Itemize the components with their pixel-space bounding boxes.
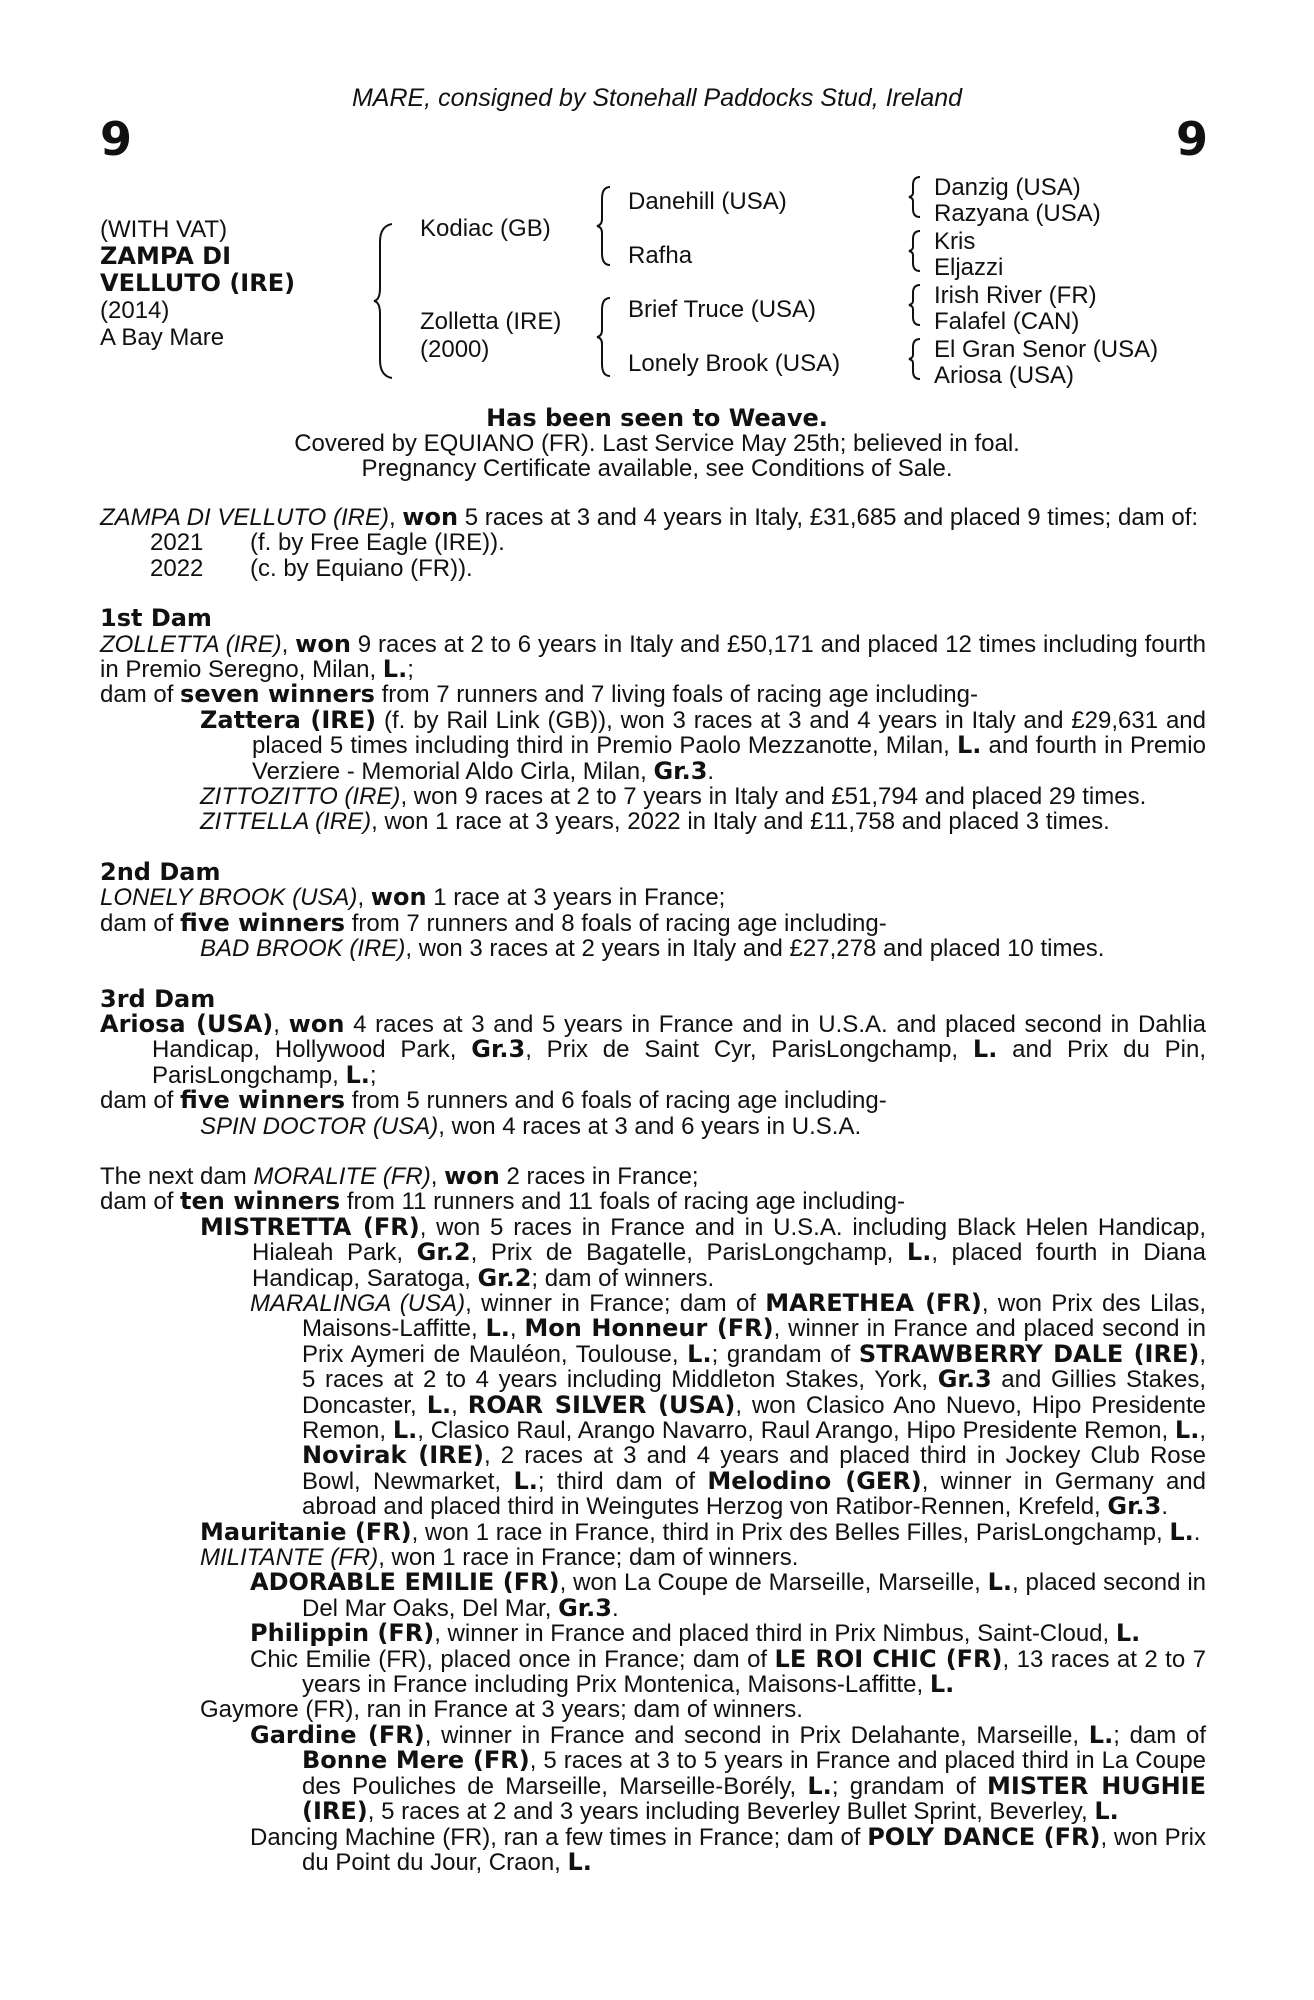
offspring-philippin: Philippin (FR), winner in France and placed third in Prix Nimbus, Saint-Cloud, L. (250, 1619, 1141, 1648)
second-dam-produce: dam of five winners from 7 runners and 8 foals of racing age including- (100, 908, 887, 937)
next-dam-produce: dam of ten winners from 11 runners and 11 foals of racing age including- (100, 1187, 905, 1216)
ggp-2: Razyana (USA) (934, 200, 1101, 227)
ggp-8: Ariosa (USA) (934, 362, 1075, 389)
offspring-dancing-machine: Dancing Machine (FR), ran a few times in France; dam of POLY DANCE (FR), won Prix du Point du Jour, Craon, L. (250, 1822, 1206, 1876)
offspring-zittozitto: ZITTOZITTO (IRE), won 9 races at 2 to 7 years in Italy and £51,794 and placed 29 times. (200, 783, 1147, 811)
pedigree-brace-main (372, 222, 396, 380)
weave-note: Has been seen to Weave. (486, 404, 828, 432)
catalogue-body (100, 505, 1206, 1875)
dam-year: (2000) (420, 336, 490, 363)
ggp-6: Falafel (CAN) (934, 308, 1080, 335)
pedigree-brace-g3 (908, 283, 922, 327)
consignment-header: MARE, consigned by Stonehall Paddocks Stud, Ireland (351, 84, 963, 112)
dam: Zolletta (IRE) (420, 308, 562, 335)
certificate-note: Pregnancy Certificate available, see Conditions of Sale. (361, 455, 953, 482)
offspring-militante: MILITANTE (FR), won 1 race in France; dam of winners. (200, 1544, 799, 1572)
dam-dam: Lonely Brook (USA) (628, 350, 841, 377)
offspring-gardine: Gardine (FR), winner in France and second in Prix Delahante, Marseille, L.; dam of Bonne Mere (FR), 5 races at 3 to 5 years in France and placed third in La Coupe des Pouliches de Marseille, Marseille-Borély, L.; grandam of MISTER HUGHIE (IRE), 5 races at 2 and 3 years including Beverley Bullet Sprint, Beverley, L. (250, 1720, 1207, 1826)
ggp-4: Eljazzi (934, 254, 1004, 281)
vat-note: (WITH VAT) (100, 216, 228, 243)
offspring-bad-brook: BAD BROOK (IRE), won 3 races at 2 years in Italy and £27,278 and placed 10 times. (200, 935, 1105, 963)
pedigree-brace-sire (596, 185, 612, 267)
sire-sire: Danehill (USA) (628, 188, 787, 215)
first-dam-produce: dam of seven winners from 7 runners and 7 living foals of racing age including- (100, 680, 978, 709)
offspring-zittella: ZITTELLA (IRE), won 1 race at 3 years, 2022 in Italy and £11,758 and placed 3 times. (200, 808, 1110, 836)
offspring-maralinga: MARALINGA (USA), winner in France; dam of MARETHEA (FR), won Prix des Lilas, Maisons-Laffitte, L., Mon Honneur (FR), winner in France and placed second in Prix Aymeri de Mauléon, Toulouse, L.; grandam of STRAWBERRY DALE (IRE), 5 races at 2 to 4 years including Middleton Stakes, York, Gr.3 and Gillies Stakes, Doncaster, L., ROAR SILVER (USA), won Clasico Ano Nuevo, Hipo Presidente Remon, L., Clasico Raul, Arango Navarro, Raul Arango, Hipo Presidente Remon, L., Novirak (IRE), 2 races at 3 and 4 years and placed third in Jockey Club Rose Bowl, Newmarket, L.; third dam of Melodino (GER), winner in Germany and abroad and placed third in Weingutes Herzog von Ratibor-Rennen, Krefeld, Gr.3. (250, 1288, 1207, 1521)
third-dam-record: Ariosa (USA), won 4 races at 3 and 5 years in France and in U.S.A. and placed second in Dahlia Handicap, Hollywood Park, Gr.3, Prix de Saint Cyr, ParisLongchamp, L. and Prix du Pin, ParisLongchamp, L.; (100, 1009, 1207, 1089)
horse-year: (2014) (100, 297, 170, 324)
offspring-adorable-emilie: ADORABLE EMILIE (FR), won La Coupe de Marseille, Marseille, L., placed second in Del Mar Oaks, Del Mar, Gr.3. (250, 1568, 1207, 1622)
dam-sire: Brief Truce (USA) (628, 296, 817, 323)
third-dam-produce: dam of five winners from 5 runners and 6 foals of racing age including- (100, 1086, 887, 1115)
produce-year-row: 2021 (f. by Free Eagle (IRE)). (150, 529, 505, 557)
first-dam-record: ZOLLETTA (IRE), won 9 races at 2 to 6 years in Italy and £50,171 and placed 12 times including fourth in Premio Seregno, Milan, L.; (100, 629, 1206, 684)
pedigree-brace-g1 (908, 175, 922, 219)
offspring-spin-doctor: SPIN DOCTOR (USA), won 4 races at 3 and 6 years in U.S.A. (200, 1112, 862, 1140)
ggp-1: Danzig (USA) (934, 174, 1081, 201)
second-dam-heading: 2nd Dam (100, 857, 221, 886)
offspring-chic-emilie: Chic Emilie (FR), placed once in France; dam of LE ROI CHIC (FR), 13 races at 2 to 7 years in France including Prix Montenica, Maisons-Laffitte, L. (250, 1644, 1206, 1699)
sire: Kodiac (GB) (420, 215, 551, 242)
ggp-5: Irish River (FR) (934, 282, 1097, 309)
pedigree-brace-g4 (908, 337, 922, 381)
offspring-zattera: Zattera (IRE) (f. by Rail Link (GB)), won 3 races at 3 and 4 years in Italy and £29,631 and placed 5 times including third in Premio Paolo Mezzanotte, Milan, L. and fourth in Premio Verziere - Memorial Aldo Cirla, Milan, Gr.3. (200, 705, 1206, 785)
second-dam-record: LONELY BROOK (USA), won 1 race at 3 years in France; (100, 883, 726, 912)
third-dam-heading: 3rd Dam (100, 984, 216, 1013)
sire-dam: Rafha (628, 242, 693, 269)
covered-note: Covered by EQUIANO (FR). Last Service May 25th; believed in foal. (294, 430, 1020, 457)
produce-intro: ZAMPA DI VELLUTO (IRE), won 5 races at 3 and 4 years in Italy, £31,685 and placed 9 times; dam of: (100, 503, 1199, 531)
ggp-7: El Gran Senor (USA) (934, 336, 1159, 363)
horse-name-line2: VELLUTO (IRE) (100, 269, 296, 297)
horse-name-line1: ZAMPA DI (100, 242, 232, 270)
pedigree-brace-g2 (908, 229, 922, 273)
offspring-mauritanie: Mauritanie (FR), won 1 race in France, third in Prix des Belles Filles, ParisLongchamp, L.. (200, 1517, 1201, 1546)
next-dam-record: The next dam MORALITE (FR), won 2 races in France; (100, 1161, 699, 1190)
first-dam-heading: 1st Dam (100, 604, 212, 633)
offspring-gaymore: Gaymore (FR), ran in France at 3 years; dam of winners. (200, 1696, 803, 1724)
lot-number-left: 9 (100, 112, 133, 166)
ggp-3: Kris (934, 228, 976, 255)
pedigree-brace-dam (596, 296, 612, 378)
horse-description: A Bay Mare (100, 324, 225, 351)
lot-number-right: 9 (1175, 112, 1208, 166)
offspring-mistretta: MISTRETTA (FR), won 5 races in France and in U.S.A. including Black Helen Handicap, Hialeah Park, Gr.2, Prix de Bagatelle, ParisLongchamp, L., placed fourth in Diana Handicap, Saratoga, Gr.2; dam of winners. (200, 1212, 1207, 1292)
produce-year-row: 2022 (c. by Equiano (FR)). (150, 554, 473, 582)
